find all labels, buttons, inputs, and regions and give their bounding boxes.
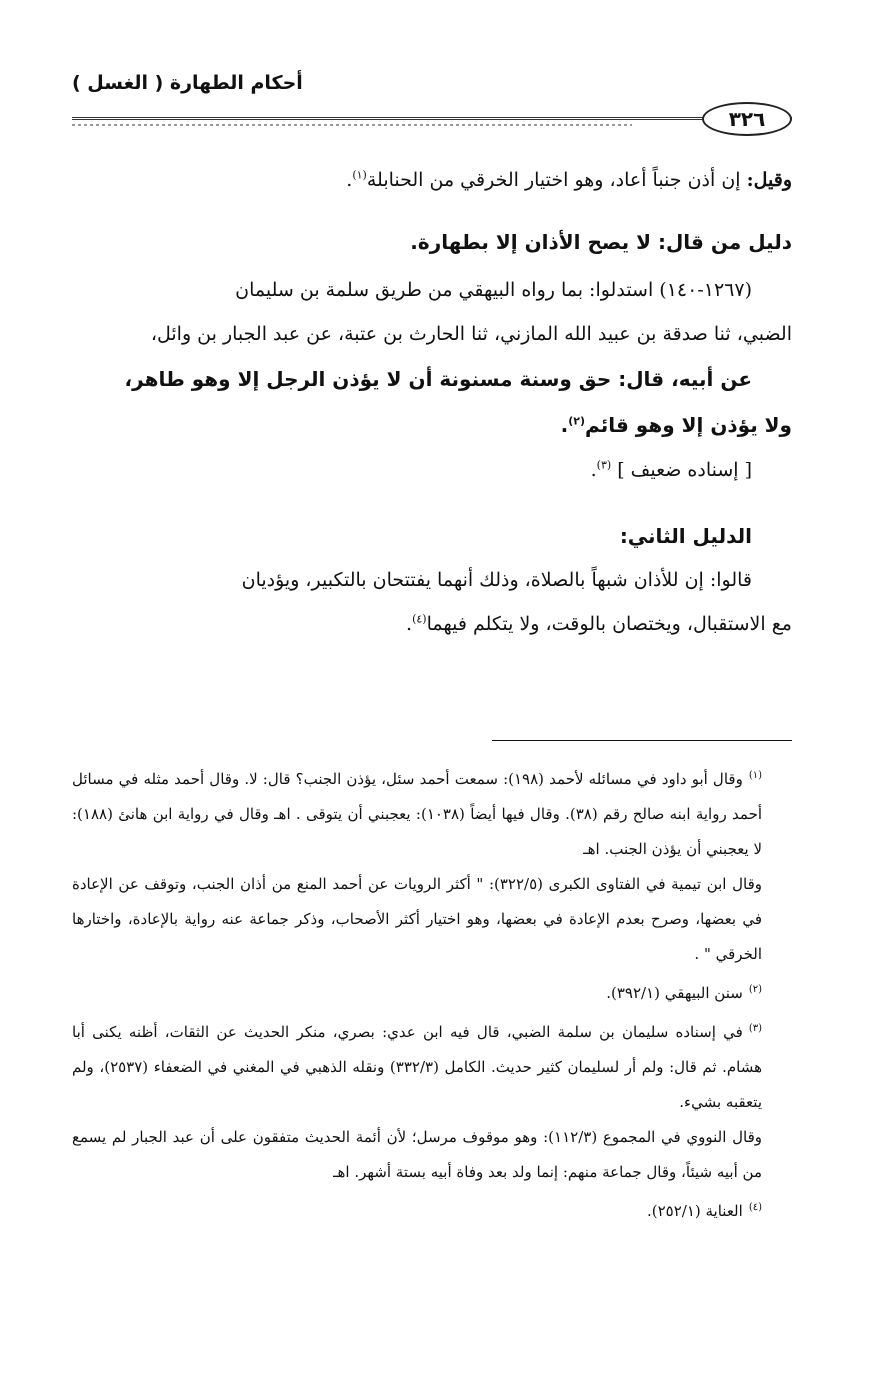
narration-line-1: (١٢٦٧-١٤٠) استدلوا: بما رواه البيهقي من طريق سلمة بن سليمان	[235, 279, 752, 301]
grading	[72, 448, 792, 492]
footnote-2-mark: (٢)	[748, 984, 762, 995]
footnote-3-mark: (٣)	[748, 1023, 762, 1034]
footnote-4-text: العناية (٢٥٢/١).	[646, 1202, 743, 1220]
footnote-ref-4: (٤)	[412, 612, 427, 626]
section-heading-second-evidence: الدليل الثاني:	[619, 524, 752, 548]
footnote-4-mark: (٤)	[748, 1202, 762, 1213]
footnote-1-text: وقال أبو داود في مسائله لأحمد (١٩٨): سمعت أحمد سئل، يؤذن الجنب؟ قال: لا. وقال أحمد مثله في مسائل أحمد رواية ابنه صالح رقم (٣٨). وقال فيها أيضاً (١٠٣٨): يعجبني أن يتوقى . اهـ وقال في رواية ابن هانئ (١٨٨): لا يعجبني أن يؤذن الجنب. اهـ	[72, 770, 763, 858]
footnotes	[72, 758, 792, 1229]
hadith-text: ولا يؤذن إلا وهو قائم	[585, 413, 792, 437]
page-number: ٣٢٦	[702, 102, 792, 136]
footnote-3-continued: وقال النووي في المجموع (١١٢/٣): وهو موقوف مرسل؛ لأن أئمة الحديث متفقون على أن عبد الجبار لم يسمع من أبيه شيئاً، وقال جماعة منهم: إنما ولد بعد وفاة أبيه بستة أشهر. اهـ	[72, 1128, 762, 1181]
footnote-2-text: سنن البيهقي (٣٩٢/١).	[606, 984, 743, 1002]
footnote-1-continued: وقال ابن تيمية في الفتاوى الكبرى (٣٢٢/٥): " أكثر الرويات عن أحمد المنع من أذان الجنب، وتوقف عن الإعادة في بعضها، وصرح بعدم الإعادة في بعضها، وهو اختيار أكثر الأصحاب، وذكر جماعة عنه رواية بالإعادة، واختارها الخرقي " .	[72, 875, 762, 963]
paragraph-second-end: .	[406, 613, 413, 635]
running-title: أحكام الطهارة ( الغسل )	[72, 72, 303, 94]
hadith-line-1: عن أبيه، قال: حق وسنة مسنونة أن لا يؤذن الرجل إلا وهو طاهر،	[124, 367, 752, 391]
opinion-text: إن أذن جنباً أعاد، وهو اختيار الخرقي من الحنابلة	[366, 169, 747, 191]
grading-text: [ إسناده ضعيف ]	[617, 459, 752, 481]
book-page	[72, 0, 792, 1389]
footnote-ref-1: (١)	[352, 168, 367, 182]
footnote-3	[72, 1011, 792, 1120]
grading-end: .	[590, 459, 597, 481]
section-heading-evidence: دليل من قال: لا يصح الأذان إلا بطهارة.	[410, 230, 792, 254]
footnote-2	[72, 972, 792, 1011]
paragraph-second-line-2	[72, 602, 792, 646]
paragraph-opinion	[72, 158, 792, 202]
hadith-line-2	[72, 402, 792, 448]
footnote-3-text: في إسناده سليمان بن سلمة الضبي، قال فيه ابن عدي: بصري، منكر الحديث عن الثقات، أظنه يكنى أبا هشام. ثم قال: ولم أر لسليمان كثير حديث. الكامل (٣٣٢/٣) ونقله الذهبي في المغني في الضعفاء (٢٥٣٧)، ولم يتعقبه بشيء.	[72, 1023, 763, 1111]
footnote-1-mark: (١)	[748, 770, 762, 781]
footnote-ref-2: (٢)	[568, 414, 586, 428]
footnote-separator	[492, 740, 792, 741]
main-text	[72, 158, 792, 646]
footnote-ref-3: (٣)	[596, 458, 612, 472]
opinion-end: .	[346, 169, 353, 191]
paragraph-second-text: مع الاستقبال، ويختصان بالوقت، ولا يتكلم فيهما	[426, 613, 792, 635]
hadith-end: .	[560, 413, 569, 437]
narration-line-2: الضبي، ثنا صدقة بن عبيد الله المازني، ثنا الحارث بن عتبة، عن عبد الجبار بن وائل،	[150, 323, 792, 345]
footnote-1	[72, 758, 792, 867]
header-rule	[72, 117, 792, 120]
opinion-label: وقيل:	[746, 169, 792, 191]
paragraph-second-line-1: قالوا: إن للأذان شبهاً بالصلاة، وذلك أنهما يفتتحان بالتكبير، ويؤديان	[241, 569, 752, 591]
footnote-4	[72, 1190, 792, 1229]
